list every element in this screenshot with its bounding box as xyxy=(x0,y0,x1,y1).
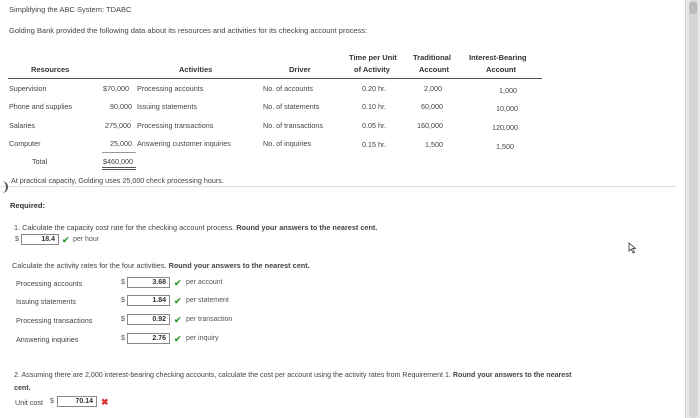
intro-text: Golding Bank provided the following data about its resources and activities for its checking account process: xyxy=(9,26,368,35)
activity-rate-label: Answering inquiries xyxy=(16,335,79,344)
section-divider xyxy=(0,186,676,187)
q2-prompt xyxy=(14,371,572,379)
total-rule-double-2 xyxy=(102,169,136,170)
q1-prompt xyxy=(14,223,377,232)
q1b-prompt-text: Calculate the activity rates for the four activities. xyxy=(12,261,167,270)
traditional-cell: 2,000 xyxy=(424,84,442,93)
capacity-note: At practical capacity, Golding uses 25,000 check processing hours. xyxy=(11,176,224,185)
check-icon: ✔ xyxy=(174,296,182,306)
traditional-cell: 1,500 xyxy=(425,140,443,149)
driver-cell: No. of transactions xyxy=(263,121,323,130)
activity-rate-dollar: $ xyxy=(121,316,125,323)
scrollbar-grip[interactable] xyxy=(689,2,697,14)
activity-cell: Answering customer inquiries xyxy=(137,139,231,148)
total-label: Total xyxy=(32,157,48,166)
interest-cell: 1,500 xyxy=(496,142,514,151)
capacity-rate-input[interactable]: 18.4 xyxy=(21,234,59,245)
activity-rate-input[interactable]: 1.84 xyxy=(127,295,170,306)
interest-cell: 10,000 xyxy=(496,104,518,113)
q1-dollar: $ xyxy=(15,236,19,243)
q1-prompt-text: 1. Calculate the capacity cost rate for the checking account process. xyxy=(14,223,235,232)
activity-rate-input[interactable]: 0.92 xyxy=(127,314,170,325)
activity-rate-dollar: $ xyxy=(121,279,125,286)
activity-rate-input[interactable]: 3.68 xyxy=(127,277,170,288)
cursor-icon xyxy=(628,242,638,254)
q1-prompt-bold: Round your answers to the nearest cent. xyxy=(236,223,378,232)
check-icon: ✔ xyxy=(174,334,182,344)
activity-rate-dollar: $ xyxy=(121,335,125,342)
interest-cell: 120,000 xyxy=(492,123,518,132)
amount-cell: $70,000 xyxy=(103,84,129,93)
resource-cell: Salaries xyxy=(9,121,35,130)
header-time-line2: of Activity xyxy=(354,65,390,74)
check-icon: ✔ xyxy=(62,235,70,245)
header-traditional-line1: Traditional xyxy=(413,53,451,62)
amount-cell: 25,000 xyxy=(110,139,132,148)
q1b-prompt xyxy=(12,261,310,270)
activity-rate-label: Processing transactions xyxy=(16,316,93,325)
q1b-prompt-bold: Round your answers to the nearest cent. xyxy=(168,261,310,270)
driver-cell: No. of statements xyxy=(263,102,320,111)
total-amount: $460,000 xyxy=(103,157,133,166)
q1-unit: per hour xyxy=(73,236,100,243)
amount-cell: 90,000 xyxy=(110,102,132,111)
header-interest-line2: Account xyxy=(486,65,516,74)
check-icon: ✔ xyxy=(174,315,182,325)
header-time-line1: Time per Unit xyxy=(349,53,397,62)
activity-cell: Processing transactions xyxy=(137,121,214,130)
q2-prompt-text: 2. Assuming there are 2,000 interest-bearing checking accounts, calculate the cost per account using the activity rates from Requirement 1. xyxy=(14,371,451,379)
scrollbar-track[interactable] xyxy=(685,0,700,418)
header-traditional-line2: Account xyxy=(419,65,449,74)
check-icon: ✔ xyxy=(174,278,182,288)
resource-cell: Computer xyxy=(9,139,41,148)
scrollbar-thumb[interactable] xyxy=(689,0,698,418)
activity-cell: Processing accounts xyxy=(137,84,204,93)
activity-rate-unit: per statement xyxy=(186,297,229,304)
required-label: Required: xyxy=(10,201,46,210)
traditional-cell: 60,000 xyxy=(421,102,443,111)
q2-prompt-bold-continued: cent. xyxy=(14,384,31,392)
traditional-cell: 160,000 xyxy=(417,121,443,130)
page-title: Simplifying the ABC System: TDABC xyxy=(9,5,132,14)
activity-rate-unit: per transaction xyxy=(186,316,233,323)
amount-cell: 275,000 xyxy=(105,121,131,130)
time-cell: 0.10 hr. xyxy=(362,102,386,111)
resource-cell: Phone and supplies xyxy=(9,102,73,111)
header-interest-line1: Interest-Bearing xyxy=(469,53,527,62)
activity-rate-dollar: $ xyxy=(121,297,125,304)
cross-icon: ✖ xyxy=(101,397,109,407)
q2-prompt-bold: Round your answers to the nearest xyxy=(452,371,572,379)
driver-cell: No. of inquiries xyxy=(263,139,311,148)
header-resources: Resources xyxy=(31,65,70,74)
time-cell: 0.20 hr. xyxy=(362,84,386,93)
driver-cell: No. of accounts xyxy=(263,84,313,93)
activity-cell: Issuing statements xyxy=(137,102,197,111)
interest-cell: 1,000 xyxy=(499,86,517,95)
unit-cost-dollar: $ xyxy=(50,398,54,405)
header-rule xyxy=(8,78,542,79)
unit-cost-label: Unit cost xyxy=(15,398,43,407)
resource-cell: Supervision xyxy=(9,84,47,93)
total-rule-top xyxy=(102,152,136,153)
header-driver: Driver xyxy=(289,65,311,74)
time-cell: 0.05 hr. xyxy=(362,121,386,130)
activity-rate-label: Issuing statements xyxy=(16,297,76,306)
time-cell: 0.15 hr. xyxy=(362,140,386,149)
header-activities: Activities xyxy=(179,65,213,74)
activity-rate-input[interactable]: 2.76 xyxy=(127,333,170,344)
expand-chevron-icon[interactable] xyxy=(0,181,8,193)
total-rule-double-1 xyxy=(102,167,136,168)
activity-rate-unit: per inquiry xyxy=(186,335,219,342)
unit-cost-input[interactable]: 70.14 xyxy=(57,396,97,407)
activity-rate-unit: per account xyxy=(186,279,223,286)
activity-rate-label: Processing accounts xyxy=(16,279,83,288)
